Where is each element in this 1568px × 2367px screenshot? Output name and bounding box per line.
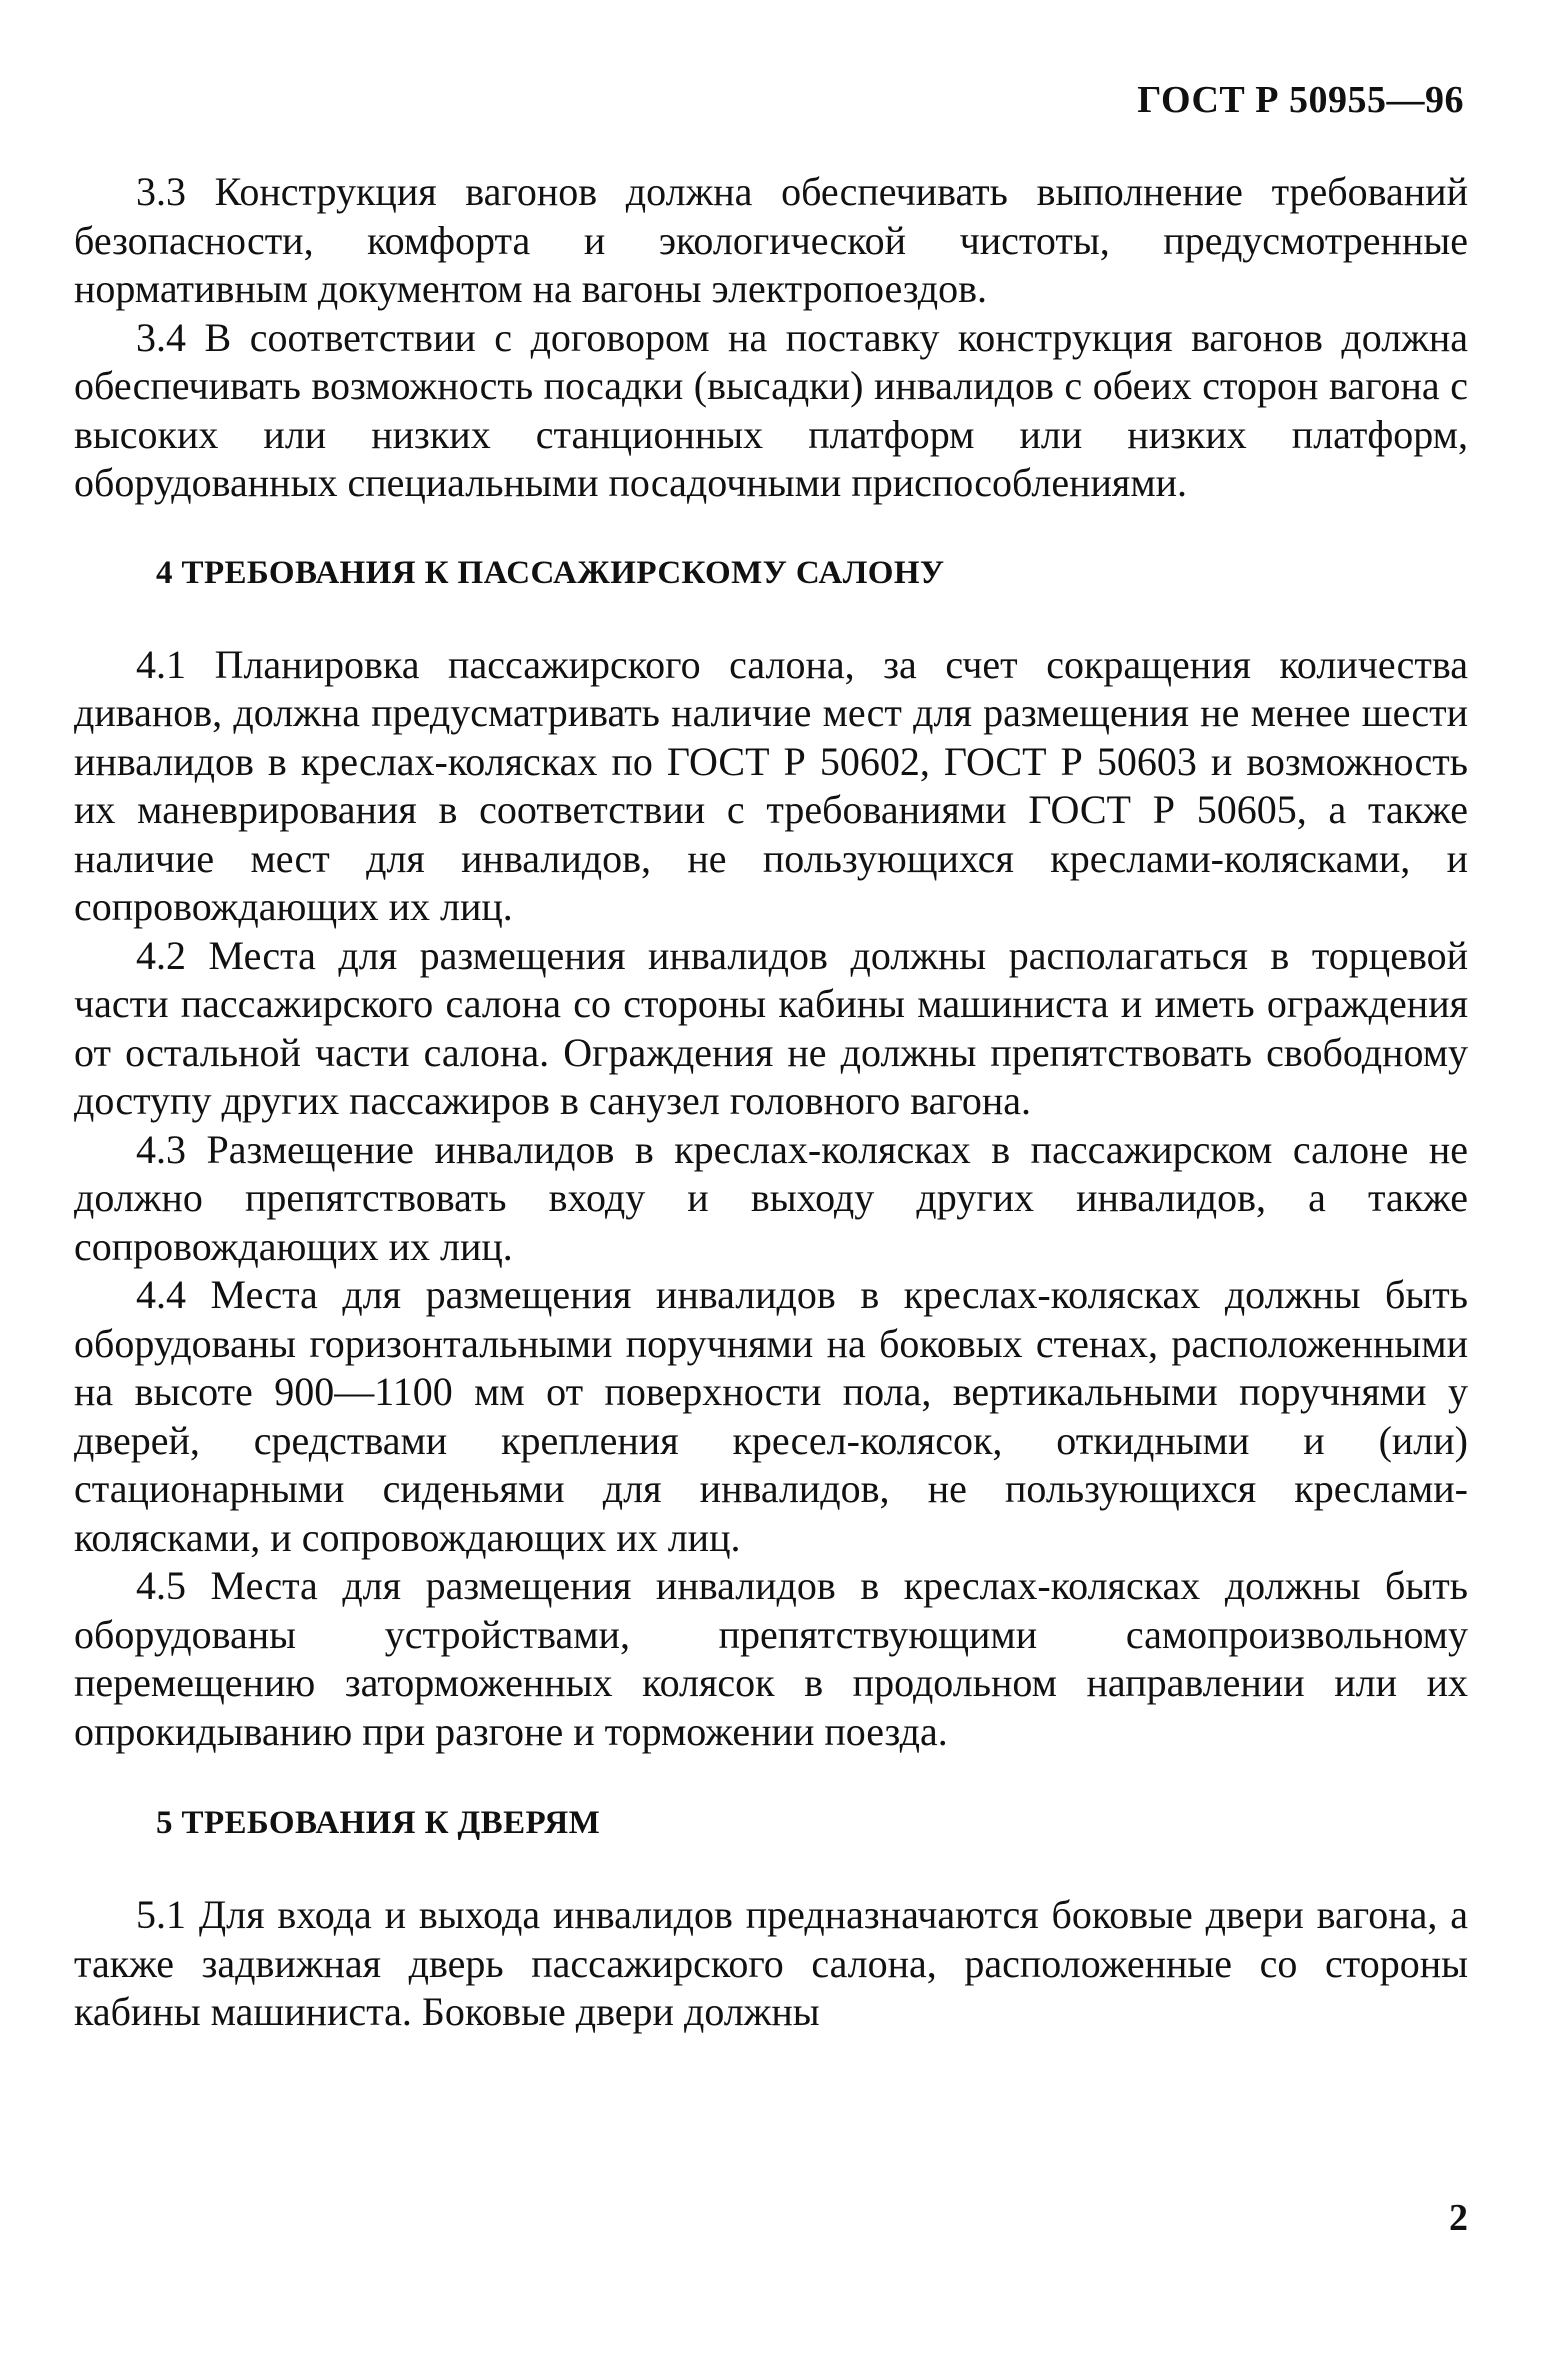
- paragraph-4-1: 4.1 Планировка пассажирского салона, за счет сокращения количества диванов, должна предусматривать наличие мест для размещения не менее шести инвалидов в креслах-колясках по ГОСТ Р 50602, ГОСТ Р 50603 и возможность их маневрирования в соответствии с требованиями ГОСТ Р 50605, а также наличие мест для инвалидов, не пользующихся креслами-колясками, и сопровождающих их лиц.: [74, 641, 1468, 929]
- paragraph-5-1: 5.1 Для входа и выхода инвалидов предназначаются боковые двери вагона, а также задвижная дверь пассажирского салона, расположенные со стороны кабины машиниста. Боковые двери должны: [74, 1892, 1468, 2034]
- section-5-heading: 5 ТРЕБОВАНИЯ К ДВЕРЯМ: [156, 1805, 601, 1841]
- paragraph-3-4: 3.4 В соответствии с договором на поставку конструкция вагонов должна обеспечивать возможность посадки (высадки) инвалидов с обеих сторон вагона с высоких или низких станционных платформ или низких платформ, оборудованных специальными посадочными приспособлениями.: [74, 314, 1468, 505]
- document-code-header: ГОСТ Р 50955—96: [1137, 79, 1464, 121]
- paragraph-4-2: 4.2 Места для размещения инвалидов должны располагаться в торцевой части пассажирского салона со стороны кабины машиниста и иметь ограждения от остальной части салона. Ограждения не должны препятствовать свободному доступу других пассажиров в санузел головного вагона.: [74, 932, 1468, 1123]
- page-number: 2: [1449, 2197, 1468, 2239]
- paragraph-4-3: 4.3 Размещение инвалидов в креслах-колясках в пассажирском салоне не должно препятствовать входу и выходу других инвалидов, а также сопровождающих их лиц.: [74, 1126, 1468, 1269]
- paragraph-4-4: 4.4 Места для размещения инвалидов в креслах-колясках должны быть оборудованы горизонтальными поручнями на боковых стенах, расположенными на высоте 900—1100 мм от поверхности пола, вертикальными поручнями у дверей, средствами крепления кресел-колясок, откидными и (или) стационарными сиденьями для инвалидов, не пользующихся креслами-колясками, и сопровождающих их лиц.: [74, 1272, 1468, 1560]
- paragraph-3-3: 3.3 Конструкция вагонов должна обеспечивать выполнение требований безопасности, комфорта и экологической чистоты, предусмотренные нормативным документом на вагоны электропоездов.: [74, 169, 1468, 311]
- document-body: [74, 168, 1468, 2037]
- section-4-heading: 4 ТРЕБОВАНИЯ К ПАССАЖИРСКОМУ САЛОНУ: [156, 554, 945, 591]
- paragraph-4-5: 4.5 Места для размещения инвалидов в креслах-колясках должны быть оборудованы устройствами, препятствующими самопроизвольному перемещению заторможенных колясок в продольном направлении или их опрокидыванию при разгоне и торможении поезда.: [74, 1563, 1468, 1754]
